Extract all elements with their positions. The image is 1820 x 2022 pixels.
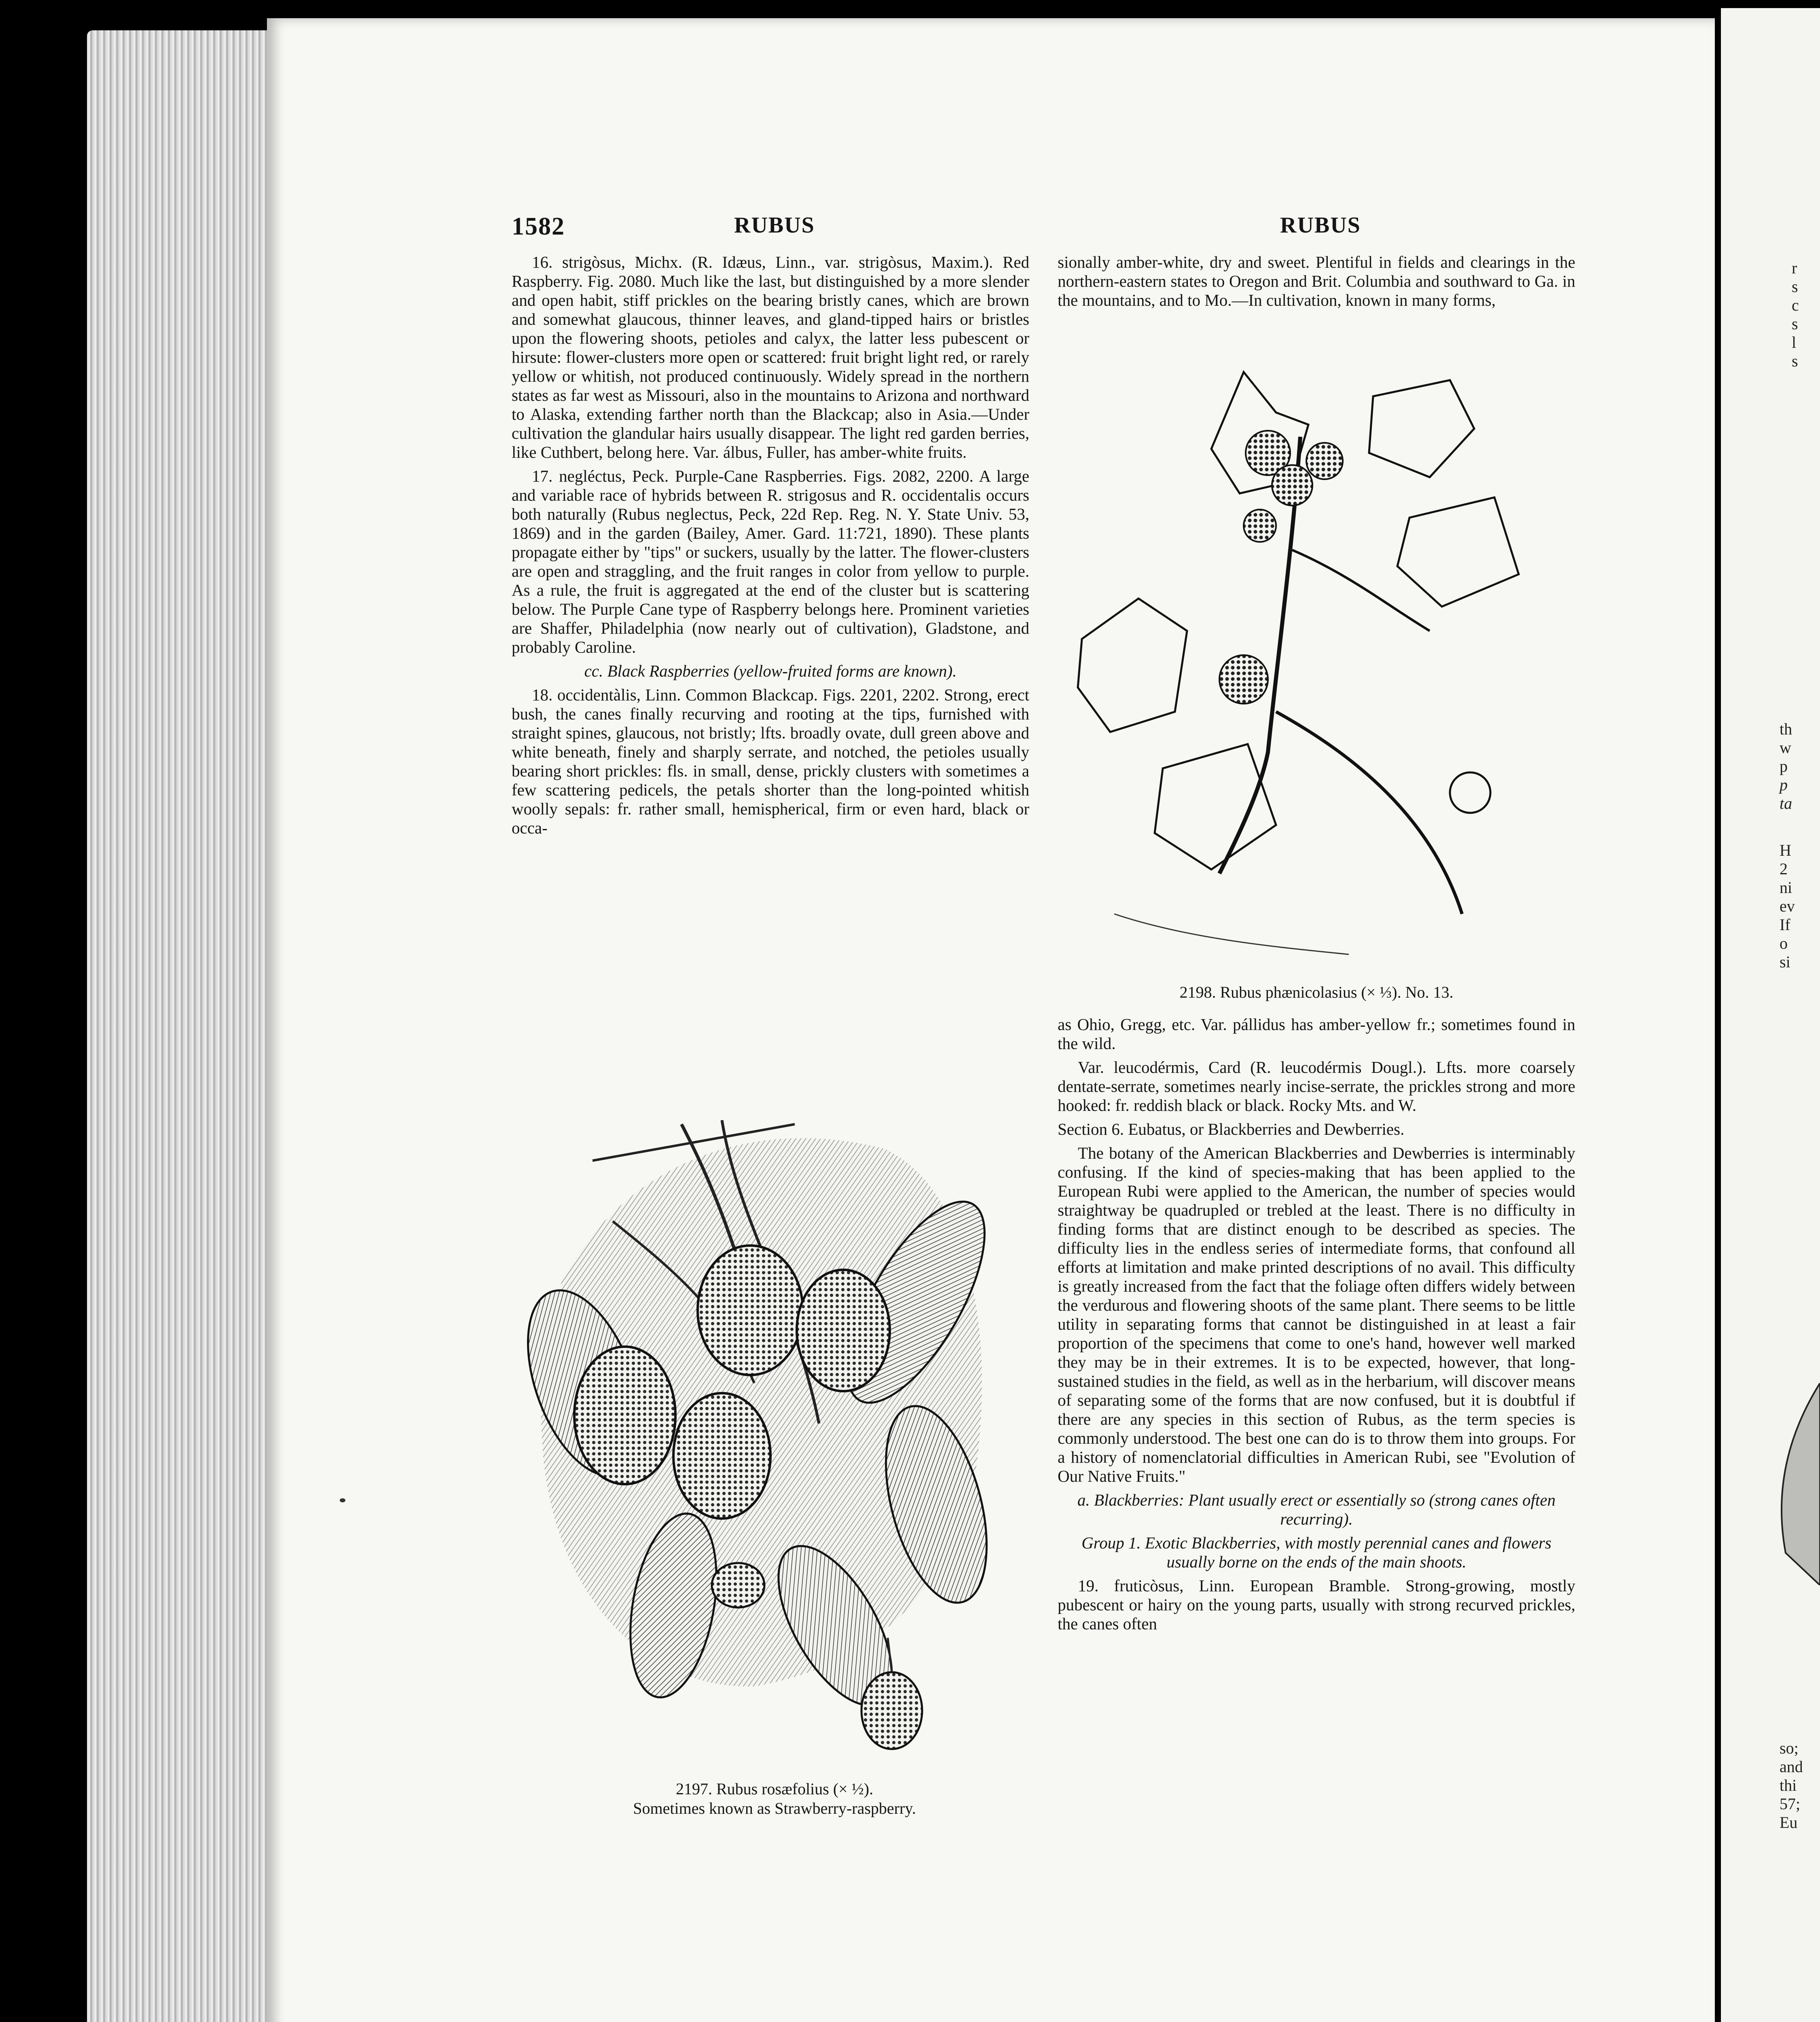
adjacent-fragment: r <box>1792 259 1797 277</box>
adjacent-fragment: l <box>1792 333 1797 351</box>
page-stack-edge <box>87 30 269 2022</box>
adjacent-fragment: Eu <box>1780 1813 1798 1832</box>
key-heading-cc: cc. Black Raspberries (yellow-fruited forms are known). <box>584 662 957 680</box>
adjacent-fragment: 57; <box>1780 1795 1801 1813</box>
variety-pallidus: as Ohio, Gregg, etc. Var. pállidus has amber-yellow fr.; sometimes found in the wild. <box>1058 1015 1575 1053</box>
adjacent-fragment: If <box>1780 916 1790 934</box>
rubus-phaenicolasius-illustration <box>1066 348 1575 971</box>
group-1-heading: Group 1. Exotic Blackberries, with mostly perennial canes and flowers usually borne on the ends of the main shoots. <box>1081 1533 1551 1571</box>
entry-18-occidentalis: 18. occidentàlis, Linn. Common Blackcap. Figs. 2201, 2202. Strong, erect bush, the canes finally recurving and rooting at the tips, furnished with straight spines, glaucous, not bristly; lfts. broadly ovate, dull green above and white beneath, finely and sharply serrate, and notched, the petioles usually bearing short prickles: fls. in small, dense, prickly clusters with sometimes a few scattering pedicels, the petals shorter than the long-pointed whitish woolly sepals: fr. rather small, hemispherical, firm or even hard, black or occa- <box>512 685 1029 837</box>
adjacent-fragment: p <box>1780 776 1788 794</box>
right-column-bottom <box>1058 1015 1575 1638</box>
variety-leucodermis: Var. leucodérmis, Card (R. leucodérmis Dougl.). Lfts. more coarsely dentate-serrate, sometimes nearly incise-serrate, the prickles strong and more hooked: fr. reddish black or black. Rocky Mts. and W. <box>1058 1058 1575 1115</box>
adjacent-fragment: c <box>1792 296 1799 314</box>
adjacent-fragment: ev <box>1780 897 1795 915</box>
adjacent-fragment: o <box>1780 934 1788 952</box>
key-heading-a: a. Blackberries: Plant usually erect or essentially so (strong canes often recurring). <box>1077 1491 1556 1528</box>
rubus-rosaefolius-illustration <box>512 1100 1037 1771</box>
adjacent-illustration-fragment <box>1773 1383 1820 1585</box>
figure-2197-caption-title: 2197. Rubus rosæfolius (× ½). <box>675 1780 874 1798</box>
adjacent-fragment: ni <box>1780 878 1792 897</box>
adjacent-fragment: thi <box>1780 1776 1797 1794</box>
figure-2197-caption-note: Sometimes known as Strawberry-raspberry. <box>633 1799 916 1817</box>
paper-speck <box>340 1498 345 1502</box>
adjacent-fragment: si <box>1780 953 1790 971</box>
left-column <box>512 253 1029 842</box>
adjacent-fragment: w <box>1780 738 1791 757</box>
adjacent-fragment: p <box>1780 757 1788 775</box>
section-6-heading: Section 6. Eubatus, or Blackberries and Dewberries. <box>1058 1120 1405 1138</box>
adjacent-fragment: s <box>1792 277 1798 296</box>
adjacent-page-fragment <box>1721 8 1820 2022</box>
right-column-top <box>1058 253 1575 315</box>
entry-16-strigosus: 16. strigòsus, Michx. (R. Idæus, Linn., var. strigòsus, Maxim.). Red Raspberry. Fig. 2080. Much like the last, but distinguished by a more slender and open habit, stiff prickles on the bearing bristly canes, which are brown and somewhat glaucous, thinner leaves, and gland-tipped hairs or bristles upon the flowering shoots, petioles and calyx, the latter less pubescent or hirsute: flower-clusters more open or scattered: fruit bright light red, or rarely yellow or whitish, not produced continuously. Widely spread in the northern states as far west as Missouri, also in the mountains to Arizona and northward to Alaska, extending farther north than the Blackcap; also in Asia.—Under cultivation the glandular hairs usually disappear. The light red garden berries, like Cuthbert, belong here. Var. álbus, Fuller, has amber-white fruits. <box>512 253 1029 461</box>
entry-18-continued: sionally amber-white, dry and sweet. Plentiful in fields and clearings in the northern-eastern states to Oregon and Brit. Columbia and southward to Ga. in the mountains, and to Mo.—In cultivation, known in many forms, <box>1058 253 1575 309</box>
adjacent-fragment: and <box>1780 1758 1803 1776</box>
entry-19-fruticosus: 19. fruticòsus, Linn. European Bramble. Strong-growing, mostly pubescent or hairy on the young parts, usually with strong recurved prickles, the canes often <box>1058 1576 1575 1633</box>
section-6-intro: The botany of the American Blackberries and Dewberries is interminably confusing. If the kind of species-making that has been applied to the European Rubi were applied to the American, the number of species would straightway be quadrupled or trebled at the least. There is no difficulty in finding forms that are distinct enough to be described as species. The difficulty lies in the endless series of intermediate forms, that confound all efforts at limitation and make printed descriptions of no avail. This difficulty is greatly increased from the fact that the foliage often differs widely between the verdurous and flowering shoots of the same plant. There seems to be little utility in separating forms that cannot be distinguished in at least a fair proportion of the specimens that come to one's hand, however well marked they may be in their extremes. It is to be expected, however, that long-sustained studies in the field, as well as in the herbarium, will discover means of separating some of the forms that are now confused, but it is doubtful if there are any species in this section of Rubus, as the term species is commonly understood. The best one can do is to throw them into groups. For a history of nomenclatorial difficulties in American Rubi, see "Evolution of Our Native Fruits." <box>1058 1144 1575 1485</box>
adjacent-fragment: s <box>1792 352 1798 370</box>
entry-17-neglectus: 17. negléctus, Peck. Purple-Cane Raspberries. Figs. 2082, 2200. A large and variable race of hybrids between R. strigosus and R. occidentalis occurs both naturally (Rubus neglectus, Peck, 22d Rep. Reg. N. Y. State Univ. 53, 1869) and in the garden (Bailey, Amer. Gard. 11:721, 1890). These plants propagate either by "tips" or suckers, usually by the latter. The flower-clusters are open and straggling, and the fruit ranges in color from yellow to purple. As a rule, the fruit is aggregated at the end of the cluster but is scattering below. The Purple Cane type of Raspberry belongs here. Prominent varieties are Shaffer, Philadelphia (now nearly out of cultivation), Gladstone, and probably Caroline. <box>512 467 1029 656</box>
figure-2198-caption: 2198. Rubus phænicolasius (× ⅓). No. 13. <box>1179 983 1454 1001</box>
figure-2197-caption <box>512 1779 1037 1818</box>
running-head-left: RUBUS <box>734 213 815 238</box>
page-number: 1582 <box>512 213 565 240</box>
running-head-right: RUBUS <box>1280 213 1361 238</box>
adjacent-fragment: H <box>1780 841 1791 859</box>
adjacent-fragment: so; <box>1780 1739 1799 1757</box>
adjacent-fragment: th <box>1780 720 1792 738</box>
adjacent-fragment: ta <box>1780 794 1792 812</box>
adjacent-fragment: 2 <box>1780 860 1788 878</box>
adjacent-fragment: s <box>1792 315 1798 333</box>
